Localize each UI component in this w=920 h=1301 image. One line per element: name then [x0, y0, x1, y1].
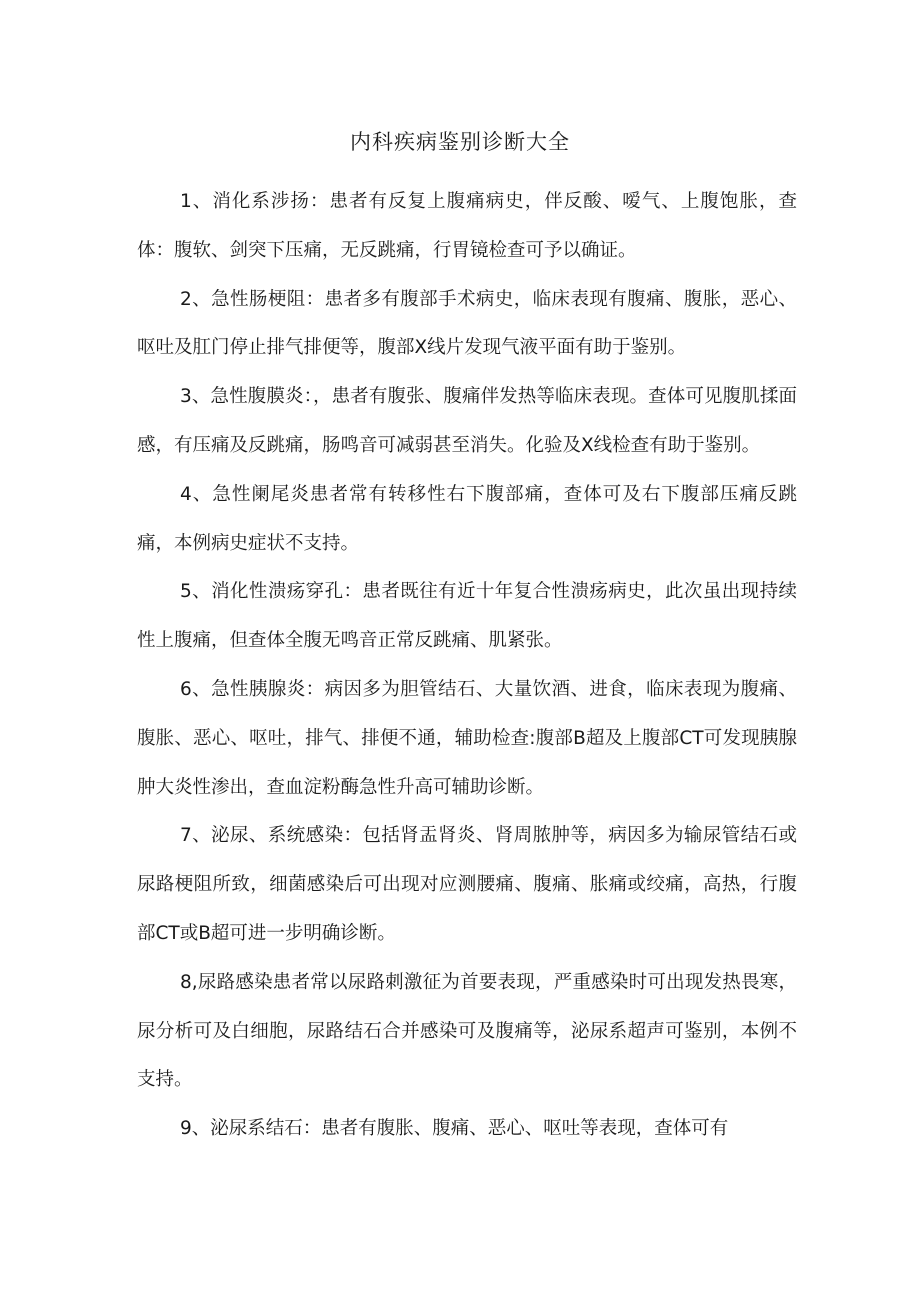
paragraph-7: 7、泌尿、系统感染：包括肾盂肾炎、肾周脓肿等，病因多为输尿管结石或尿路梗阻所致，细菌感染后可出现对应测腰痛、腹痛、胀痛或绞痛，高热，行腹部CT或B超可进一步明确诊断。 — [137, 825, 797, 944]
paragraph-9: 9、泌尿系结石：患者有腹胀、腹痛、恶心、呕吐等表现，查体可有 — [180, 1118, 729, 1140]
document-body — [137, 178, 797, 1154]
page-title: 内科疾病鉴别诊断大全 — [350, 130, 570, 154]
paragraph-2: 2、急性肠梗阻：患者多有腹部手术病史，临床表现有腹痛、腹胀，恶心、呕吐及肛门停止排气排便等，腹部X线片发现气液平面有助于鉴别。 — [137, 288, 797, 359]
paragraph-8: 8,尿路感染患者常以尿路刺激征为首要表现，严重感染时可出现发热畏寒，尿分析可及白细胞，尿路结石合并感染可及腹痛等，泌尿系超声可鉴别，本例不支持。 — [137, 971, 797, 1091]
paragraph-5: 5、消化性溃疡穿孔：患者既往有近十年复合性溃疡病史，此次虽出现持续性上腹痛，但查体全腹无鸣音正常反跳痛、肌紧张。 — [137, 581, 797, 652]
paragraph-1: 1、消化系涉扬：患者有反复上腹痛病史，伴反酸、嗳气、上腹饱胀，查体：腹软、剑突下压痛，无反跳痛，行胃镜检查可予以确证。 — [137, 191, 797, 261]
paragraph-3: 3、急性腹膜炎：，患者有腹张、腹痛伴发热等临床表现。查体可见腹肌揉面感，有压痛及反跳痛，肠鸣音可减弱甚至消失。化验及X线检查有助于鉴别。 — [137, 386, 797, 456]
paragraph-4: 4、急性阑尾炎患者常有转移性右下腹部痛，查体可及右下腹部压痛反跳痛，本例病史症状不支持。 — [137, 483, 797, 554]
paragraph-6: 6、急性胰腺炎：病因多为胆管结石、大量饮酒、进食，临床表现为腹痛、腹胀、恶心、呕吐，排气、排便不通，辅助检查:腹部B超及上腹部CT可发现胰腺肿大炎性渗出，查血淀粉酶急性升高可辅助诊断。 — [137, 678, 797, 798]
